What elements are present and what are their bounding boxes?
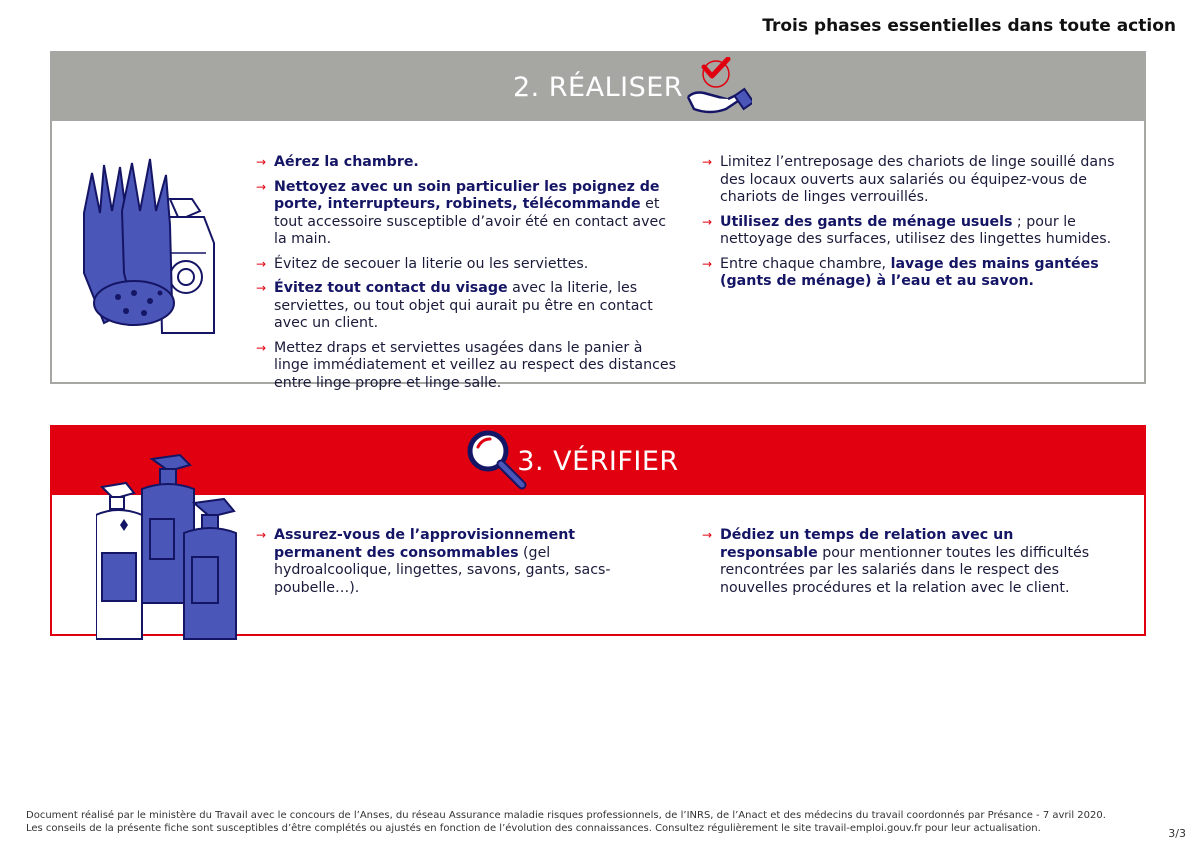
hand-with-checkmark-icon — [686, 57, 752, 119]
item-text-bold: Dédiez un temps de relation avec un responsable — [720, 527, 1014, 561]
arrow-right-icon: → — [256, 179, 267, 194]
item-text: ; pour le nettoyage des surfaces, utilisez des lingettes humides. — [720, 213, 1112, 247]
page-number: 3/3 — [1168, 827, 1186, 840]
page-header-title: Trois phases essentielles dans toute action — [762, 16, 1176, 36]
item-text-bold: Nettoyez avec un soin particulier les poignez de porte, interrupteurs, robinets, télécommande — [274, 178, 660, 212]
list-item — [256, 154, 676, 172]
footer-line-2: Les conseils de la présente fiche sont susceptibles d’être complétés ou ajustés en fonction de l’évolution des connaissances. Consultez régulièrement le site travail-emploi.gouv.fr pour leur actualisation. — [26, 823, 1041, 834]
item-text: (gel hydroalcoolique, lingettes, savons, gants, sacs-poubelle…). — [274, 544, 611, 596]
item-text: pour mentionner toutes les difficultés rencontrées par les salariés dans le respect des nouvelles procédures et la relation avec le client. — [720, 544, 1090, 596]
footer-notice — [26, 809, 1126, 835]
sanitizer-bottles-illustration — [96, 453, 246, 643]
list-item — [256, 179, 676, 249]
item-text: Entre chaque chambre, — [720, 255, 891, 272]
arrow-right-icon: → — [256, 528, 267, 542]
list-item — [256, 527, 656, 597]
item-text: avec la literie, les serviettes, ou tout objet qui aurait pu être en contact avec un client. — [274, 280, 653, 331]
item-text: et tout accessoire susceptible d’avoir été en contact avec la main. — [274, 196, 667, 247]
item-text-bold: Assurez-vous de l’approvisionnement permanent des consommables — [274, 527, 576, 561]
item-text: Limitez l’entreposage des chariots de linge souillé dans des locaux ouverts aux salariés ou équipez-vous de chariots de linges verrouillés. — [720, 154, 1115, 205]
section-verifier — [50, 425, 1146, 636]
realiser-right-column — [702, 154, 1132, 298]
item-text: Évitez de secouer la literie ou les serviettes. — [274, 255, 589, 272]
list-item — [256, 280, 676, 333]
arrow-right-icon: → — [702, 155, 713, 169]
arrow-right-icon: → — [702, 214, 713, 229]
item-text-bold: lavage des mains gantées (gants de ménage) à l’eau et au savon. — [720, 255, 1099, 289]
list-item — [702, 214, 1132, 249]
footer-line-1: Document réalisé par le ministère du Travail avec le concours de l’Anses, du réseau Assurance maladie risques professionnels, de l’INRS, de l’Anact et des médecins du travail coordonnés par Présance - 7 avril 2020. — [26, 810, 1106, 821]
realiser-left-column — [256, 154, 676, 399]
verifier-right-column — [702, 527, 1102, 604]
verifier-left-list — [256, 527, 656, 597]
gloves-spray-sponge-illustration — [74, 153, 224, 343]
realiser-left-list — [256, 154, 676, 392]
item-text-bold: Évitez tout contact du visage — [274, 280, 508, 296]
arrow-right-icon: → — [702, 528, 713, 542]
verifier-right-list — [702, 527, 1102, 597]
list-item — [702, 527, 1102, 597]
section-realiser-title: 2. RÉALISER — [512, 71, 684, 103]
realiser-right-list — [702, 154, 1132, 291]
list-item — [256, 340, 676, 393]
magnifying-glass-icon — [464, 427, 528, 491]
verifier-left-column — [256, 527, 656, 604]
list-item — [256, 256, 676, 274]
section-verifier-title: 3. VÉRIFIER — [517, 445, 679, 477]
list-item — [702, 154, 1132, 207]
item-text: Mettez draps et serviettes usagées dans le panier à linge immédiatement et veillez au respect des distances entre linge propre et linge salle. — [274, 339, 677, 391]
arrow-right-icon: → — [256, 155, 267, 169]
item-text-bold: Aérez la chambre. — [274, 154, 419, 170]
arrow-right-icon: → — [256, 256, 267, 271]
section-realiser — [50, 51, 1146, 391]
arrow-right-icon: → — [256, 281, 267, 295]
list-item — [702, 256, 1132, 291]
item-text-bold: Utilisez des gants de ménage usuels — [720, 213, 1013, 230]
section-realiser-band — [52, 53, 1144, 121]
arrow-right-icon: → — [256, 340, 267, 355]
arrow-right-icon: → — [702, 256, 713, 271]
